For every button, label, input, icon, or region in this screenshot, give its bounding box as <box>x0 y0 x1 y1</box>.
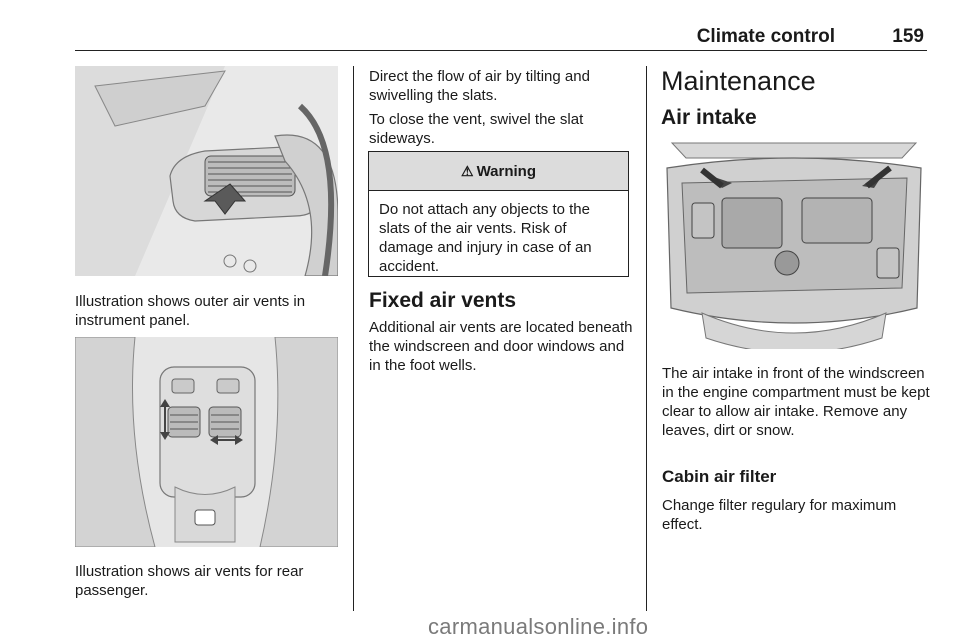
fixed-air-vents-text: Additional air vents are located beneath the windscreen and door windows and in the foot wells. <box>369 319 633 374</box>
cabin-air-filter-heading: Cabin air filter <box>662 467 777 486</box>
air-intake-heading: Air intake <box>661 106 757 129</box>
close-vent-instructions: To close the vent, swivel the slat sideways. <box>369 111 584 147</box>
warning-title: Warning <box>476 162 536 180</box>
warning-header <box>369 152 628 191</box>
caption-rear-vents: Illustration shows air vents for rear passenger. <box>75 563 304 599</box>
warning-box <box>368 151 629 277</box>
watermark: carmanualsonline.info <box>428 614 649 639</box>
cabin-air-filter-text: Change filter regulary for maximum effect. <box>662 497 897 533</box>
warning-triangle-icon: ⚠ <box>461 162 474 179</box>
fixed-air-vents-heading: Fixed air vents <box>369 289 517 312</box>
column-divider-left <box>353 66 354 611</box>
engine-compartment-illustration <box>662 138 926 349</box>
page-number: 159 <box>892 26 924 47</box>
header-rule <box>75 50 927 51</box>
instrument-panel-vents-illustration <box>75 66 338 276</box>
air-intake-text: The air intake in front of the windscreen in the engine compartment must be kept clear to allow air intake. Remove any leaves, dirt or snow. <box>662 365 930 439</box>
column-divider-right <box>646 66 647 611</box>
warning-text: Do not attach any objects to the slats of the air vents. Risk of damage and injury in case of an accident. <box>379 201 592 275</box>
maintenance-heading: Maintenance <box>661 66 816 96</box>
caption-instrument-panel: Illustration shows outer air vents in instrument panel. <box>75 293 306 329</box>
section-title: Climate control <box>696 26 835 47</box>
tilt-instructions: Direct the flow of air by tilting and swivelling the slats. <box>369 68 590 104</box>
rear-vents-illustration <box>75 337 338 547</box>
